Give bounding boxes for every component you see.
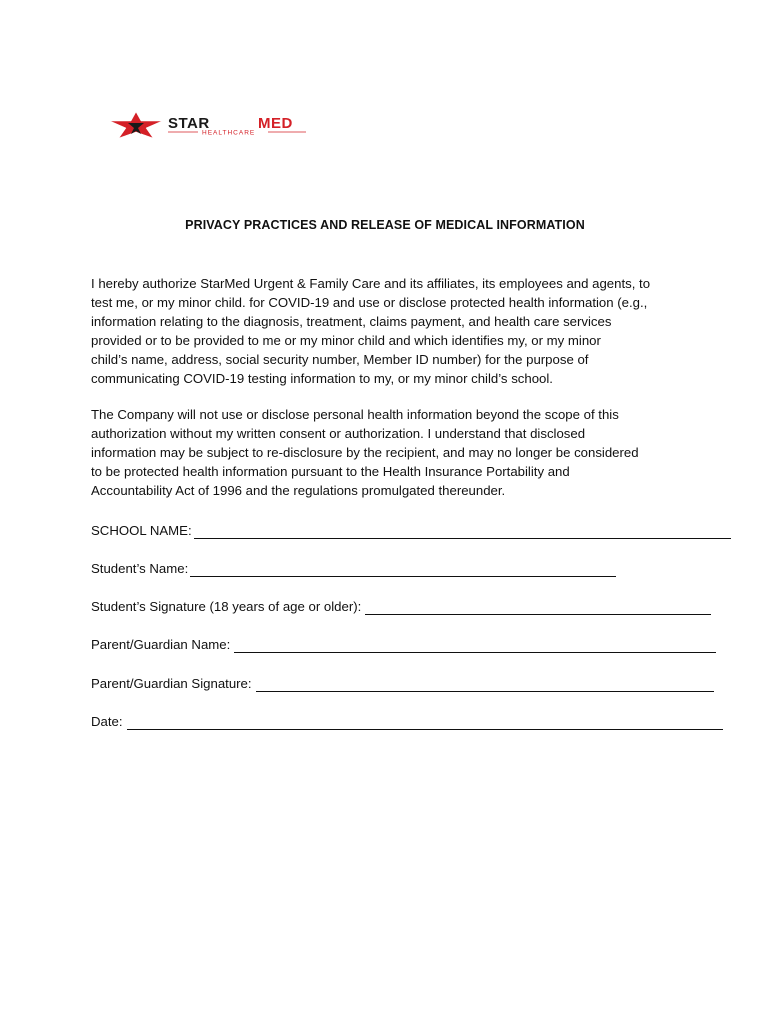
document-title: PRIVACY PRACTICES AND RELEASE OF MEDICAL INFORMATION	[185, 218, 585, 232]
paragraph-line: to be protected health information pursuant to the Health Insurance Portability and	[91, 464, 570, 479]
student-signature-row	[91, 595, 711, 615]
student-name-label: Student’s Name:	[91, 561, 189, 576]
paragraph-line: test me, or my minor child. for COVID-19 and use or disclose protected health information (e.g.,	[91, 295, 648, 310]
paragraph-line: authorization without my written consent or authorization. I understand that disclosed	[91, 426, 586, 441]
logo-brand-star: STAR	[168, 115, 210, 132]
paragraph-line: communicating COVID-19 testing information to my, or my minor child’s school.	[91, 371, 553, 386]
school-name-input[interactable]	[194, 523, 731, 539]
paragraph-line: child’s name, address, social security number, Member ID number) for the purpose of	[91, 352, 589, 367]
student-signature-label: Student’s Signature (18 years of age or older):	[91, 599, 362, 614]
paragraph-line: information may be subject to re-disclosure by the recipient, and may no longer be considered	[91, 445, 639, 460]
student-name-row	[91, 557, 616, 577]
school-name-row	[91, 519, 731, 539]
starmed-logo	[108, 110, 318, 144]
guardian-name-row	[91, 633, 716, 653]
paragraph-line: Accountability Act of 1996 and the regulations promulgated thereunder.	[91, 483, 506, 498]
paragraph-line: provided or to be provided to me or my minor child and which identifies my, or my minor	[91, 333, 601, 348]
student-signature-input[interactable]	[365, 599, 711, 615]
date-row	[91, 710, 723, 730]
date-input[interactable]	[127, 714, 723, 730]
student-name-input[interactable]	[190, 561, 616, 577]
guardian-signature-input[interactable]	[256, 676, 714, 692]
paragraph-line: The Company will not use or disclose personal health information beyond the scope of this	[91, 407, 619, 422]
guardian-name-input[interactable]	[234, 637, 716, 653]
disclosure-paragraph	[91, 405, 691, 500]
logo-tagline: HEALTHCARE	[202, 129, 256, 137]
logo-brand-med: MED	[258, 115, 293, 132]
guardian-signature-row	[91, 672, 714, 692]
authorization-paragraph	[91, 274, 691, 388]
paragraph-line: I hereby authorize StarMed Urgent & Family Care and its affiliates, its employees and agents, to	[91, 276, 651, 291]
school-name-label: SCHOOL NAME:	[91, 523, 192, 538]
paragraph-line: information relating to the diagnosis, treatment, claims payment, and health care services	[91, 314, 612, 329]
starmed-logo-graphic	[108, 110, 318, 144]
guardian-signature-label: Parent/Guardian Signature:	[91, 676, 252, 691]
guardian-name-label: Parent/Guardian Name:	[91, 637, 231, 652]
date-label: Date:	[91, 714, 123, 729]
